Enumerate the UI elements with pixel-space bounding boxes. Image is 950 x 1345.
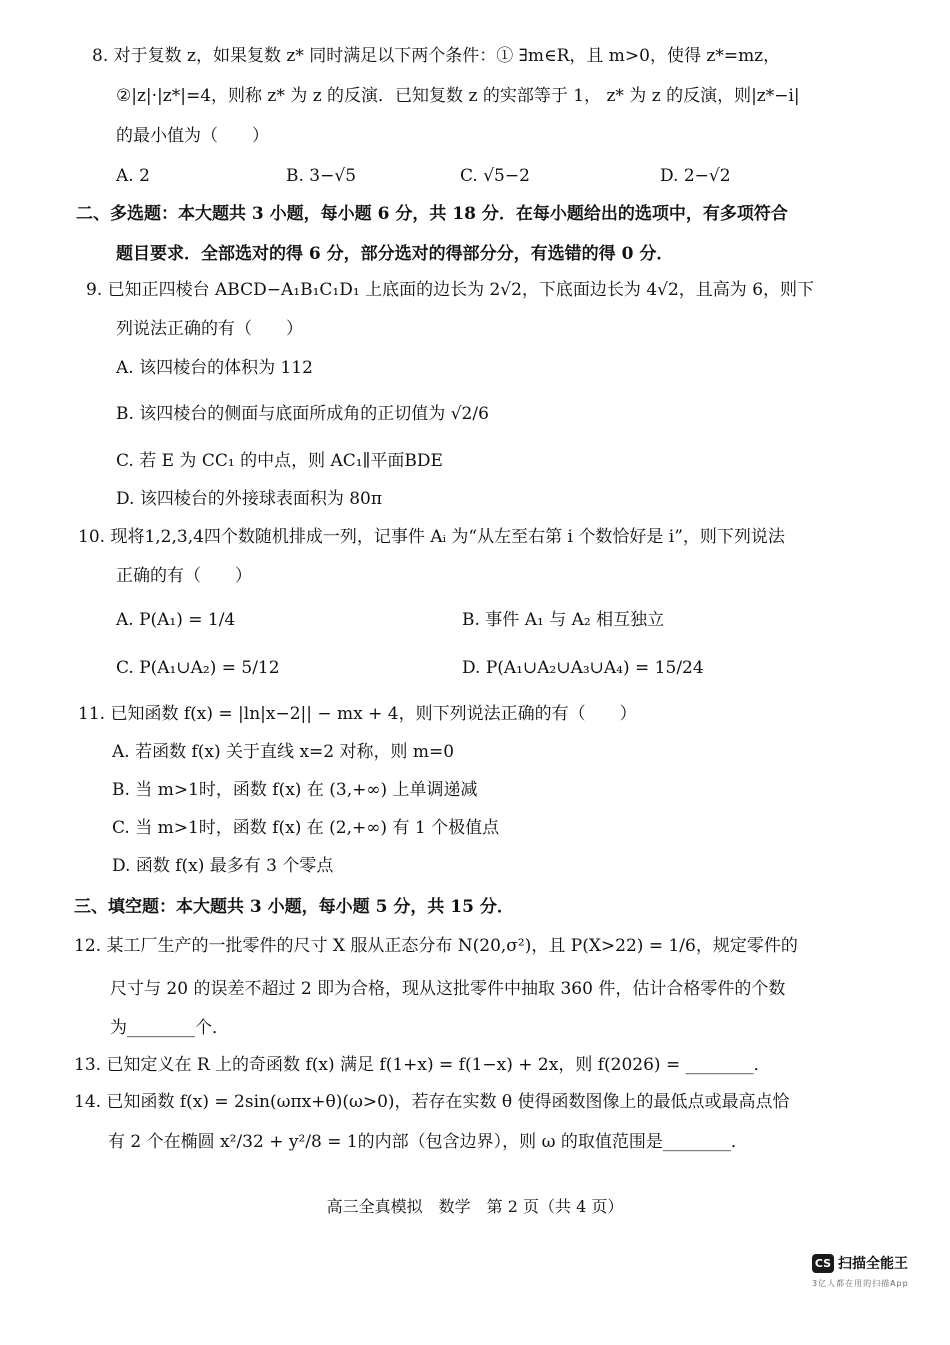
q8-line2: ②|z|·|z*|=4，则称 z* 为 z 的反演．已知复数 z 的实部等于 1， z* 为 z 的反演，则|z*−i| bbox=[116, 86, 800, 106]
q10-line2: 正确的有（ ） bbox=[116, 566, 252, 586]
q9-option-d: D. 该四棱台的外接球表面积为 80π bbox=[116, 489, 383, 509]
section2-heading-line2: 题目要求．全部选对的得 6 分，部分选对的得部分分，有选错的得 0 分． bbox=[116, 244, 674, 264]
q10-option-c: C. P(A₁∪A₂) = 5/12 bbox=[116, 658, 280, 678]
q11-line1: 11. 已知函数 f(x) = |ln|x−2|| − mx + 4，则下列说法正确的有（ ） bbox=[78, 704, 637, 724]
q11-option-d: D. 函数 f(x) 最多有 3 个零点 bbox=[112, 856, 334, 876]
q11-option-a: A. 若函数 f(x) 关于直线 x=2 对称，则 m=0 bbox=[112, 742, 455, 762]
q12-line3: 为________个． bbox=[110, 1018, 229, 1038]
watermark-subtitle: 3亿人都在用的扫描App bbox=[812, 1279, 909, 1288]
q10-option-b: B. 事件 A₁ 与 A₂ 相互独立 bbox=[462, 610, 665, 630]
q14-line1: 14. 已知函数 f(x) = 2sin(ωπx+θ)(ω>0)，若存在实数 θ 使得函数图像上的最低点或最高点恰 bbox=[74, 1092, 790, 1112]
q14-line2: 有 2 个在椭圆 x²/32 + y²/8 = 1的内部（包含边界），则 ω 的取值范围是________． bbox=[108, 1132, 748, 1152]
q8-option-c: C. √5−2 bbox=[460, 166, 530, 186]
camscanner-logo-icon: CS bbox=[812, 1254, 834, 1273]
q9-line1: 9. 已知正四棱台 ABCD−A₁B₁C₁D₁ 上底面的边长为 2√2，下底面边长为 4√2，且高为 6，则下 bbox=[86, 280, 815, 300]
q9-option-c: C. 若 E 为 CC₁ 的中点，则 AC₁∥平面BDE bbox=[116, 451, 443, 471]
section2-heading-line1: 二、多选题：本大题共 3 小题，每小题 6 分，共 18 分．在每小题给出的选项中，有多项符合 bbox=[76, 204, 788, 224]
q9-line2: 列说法正确的有（ ） bbox=[116, 319, 303, 339]
q10-line1: 10. 现将1,2,3,4四个数随机排成一列，记事件 Aᵢ 为“从左至右第 i 个数恰好是 i”，则下列说法 bbox=[78, 527, 785, 547]
q13-line1: 13. 已知定义在 R 上的奇函数 f(x) 满足 f(1+x) = f(1−x) + 2x，则 f(2026) = ________． bbox=[74, 1055, 771, 1075]
q12-line1: 12. 某工厂生产的一批零件的尺寸 X 服从正态分布 N(20,σ²)，且 P(X>22) = 1/6，规定零件的 bbox=[74, 936, 798, 956]
q10-option-d: D. P(A₁∪A₂∪A₃∪A₄) = 15/24 bbox=[462, 658, 704, 678]
page-footer: 高三全真模拟 数学 第 2 页（共 4 页） bbox=[326, 1197, 624, 1216]
q11-option-c: C. 当 m>1时，函数 f(x) 在 (2,+∞) 有 1 个极值点 bbox=[112, 818, 500, 838]
q12-line2: 尺寸与 20 的误差不超过 2 即为合格，现从这批零件中抽取 360 件，估计合格零件的个数 bbox=[110, 979, 786, 999]
q8-option-b: B. 3−√5 bbox=[286, 166, 357, 186]
q9-option-a: A. 该四棱台的体积为 112 bbox=[116, 358, 313, 378]
q8-option-a: A. 2 bbox=[116, 166, 150, 186]
watermark-title: 扫描全能王 bbox=[838, 1256, 908, 1272]
q9-option-b: B. 该四棱台的侧面与底面所成角的正切值为 √2/6 bbox=[116, 404, 489, 424]
scanner-watermark bbox=[812, 1254, 932, 1298]
q11-option-b: B. 当 m>1时，函数 f(x) 在 (3,+∞) 上单调递减 bbox=[112, 780, 478, 800]
q10-option-a: A. P(A₁) = 1/4 bbox=[116, 610, 236, 630]
q8-option-d: D. 2−√2 bbox=[660, 166, 731, 186]
q8-line1: 8. 对于复数 z，如果复数 z* 同时满足以下两个条件：① ∃m∈R，且 m>0，使得 z*=mz， bbox=[92, 46, 781, 66]
section3-heading: 三、填空题：本大题共 3 小题，每小题 5 分，共 15 分． bbox=[74, 897, 514, 917]
q8-line3: 的最小值为（ ） bbox=[116, 126, 269, 146]
